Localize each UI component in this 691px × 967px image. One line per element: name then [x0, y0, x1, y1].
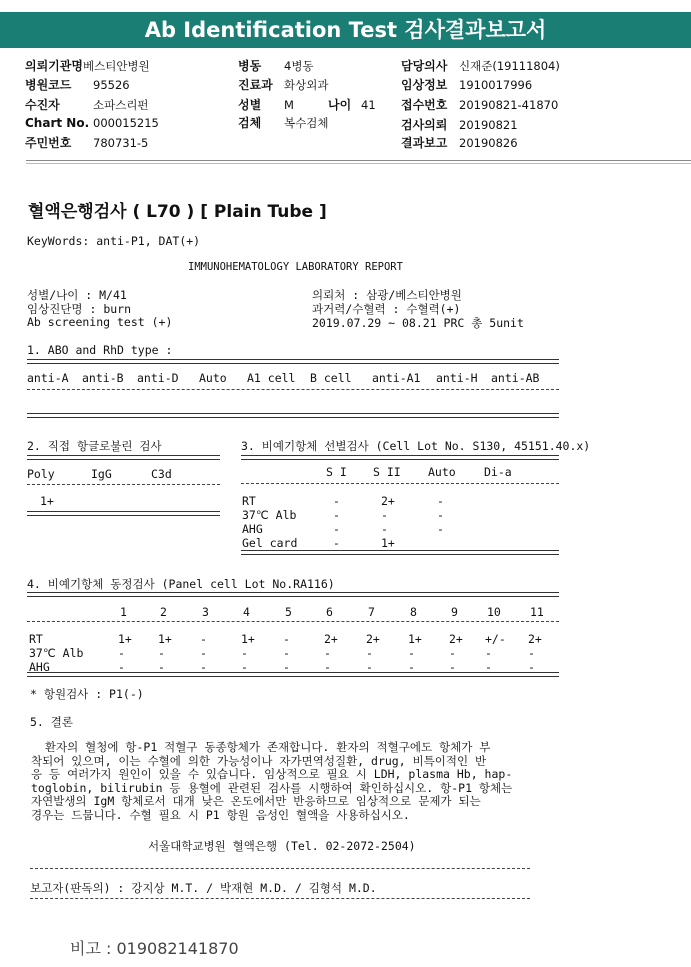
- screening-row-label: Gel card: [242, 536, 298, 550]
- keywords: KeyWords: anti-P1, DAT(+): [27, 234, 201, 248]
- transfusion-history: 과거력/수혈력 : 수혈력(+): [312, 302, 461, 316]
- header-doctor: 담당의사 신재준(19111804): [401, 59, 560, 73]
- screening-result: Ab screening test (+): [27, 315, 173, 329]
- double-rule: [27, 359, 559, 364]
- panel-cell: -: [118, 660, 125, 674]
- panel-header-cell: 1: [120, 605, 127, 619]
- single-rule: [27, 389, 559, 390]
- clinical-diagnosis: 임상진단명 : burn: [27, 302, 132, 316]
- panel-cell: 2+: [528, 632, 542, 646]
- panel-cell: -: [283, 646, 290, 660]
- referring-institution: 의뢰처 : 삼광/베스티안병원: [312, 288, 462, 302]
- header-department: 진료과 화상외과: [238, 78, 329, 92]
- abo-header-cell: B cell: [310, 371, 352, 385]
- transfusion-period: 2019.07.29 ~ 08.21 PRC 총 5unit: [312, 316, 524, 330]
- report-title: 혈액은행검사 ( L70 ) [ Plain Tube ]: [28, 202, 327, 222]
- antigen-test: * 항원검사 : P1(-): [30, 687, 144, 701]
- screening-row-label: RT: [242, 494, 256, 508]
- single-rule: [27, 621, 559, 622]
- screening-cell: -: [437, 522, 444, 536]
- panel-cell: 1+: [408, 632, 422, 646]
- double-rule: [27, 455, 220, 460]
- abo-header-cell: anti-AB: [491, 371, 540, 385]
- panel-cell: -: [449, 646, 456, 660]
- patient-sex-age: 성별/나이 : M/41: [27, 288, 127, 302]
- panel-cell: +/-: [485, 632, 506, 646]
- conclusion-text: 환자의 혈청에 항-P1 적혈구 동종항체가 존재합니다. 환자의 적혈구에도 항체가 부 착되어 있으며, 이는 수혈에 의한 가능성이나 자가면역성질환, drug, 비특이적인 반 응 등 여러가지 원인이 있을 수 있습니다. 임상적으로 필요 시 LDH, plasma Hb, hap- toglobin, bilirubin 등 용혈에 관련된 검사를 시행하여 확인하십시오. 항-P1 항체는 자연발생의 IgM 항체로서 대개 낮은 온도에서만 반응하므로 임상적으로 문제가 되는 경우는 드뭅니다. 수혈 필요 시 P1 항원 음성인 혈액을 사용하십시오.: [31, 740, 513, 822]
- header-patient: 수진자 소파스리펀: [25, 98, 149, 112]
- abo-header-cell: anti-A1: [372, 371, 421, 385]
- panel-header-cell: 7: [368, 605, 375, 619]
- panel-cell: -: [485, 660, 492, 674]
- abo-header-cell: anti-B: [82, 371, 124, 385]
- panel-cell: 2+: [324, 632, 338, 646]
- screening-header-auto: Auto: [428, 465, 456, 479]
- screening-cell: -: [333, 508, 340, 522]
- panel-cell: -: [366, 646, 373, 660]
- single-rule: [30, 898, 530, 899]
- single-rule: [30, 868, 530, 869]
- panel-cell: -: [241, 646, 248, 660]
- panel-cell: -: [283, 632, 290, 646]
- double-rule: [27, 511, 220, 516]
- double-rule: [241, 455, 559, 460]
- header-id-number: 주민번호 780731-5: [25, 136, 149, 150]
- panel-header-cell: 10: [487, 605, 501, 619]
- screening-cell: 1+: [381, 536, 395, 550]
- panel-cell: -: [408, 660, 415, 674]
- screening-cell: -: [437, 508, 444, 522]
- header-divider: [26, 160, 691, 161]
- panel-cell: -: [528, 646, 535, 660]
- header-report-date: 결과보고 20190826: [401, 136, 518, 150]
- panel-cell: -: [366, 660, 373, 674]
- screening-row-label: AHG: [242, 522, 263, 536]
- panel-row-label: AHG: [29, 660, 50, 674]
- report-subtitle: IMMUNOHEMATOLOGY LABORATORY REPORT: [188, 261, 403, 273]
- dat-value-poly: 1+: [40, 494, 54, 508]
- abo-header-cell: anti-A: [27, 371, 69, 385]
- panel-cell: -: [158, 660, 165, 674]
- panel-cell: -: [158, 646, 165, 660]
- reporter: 보고자(판독의) : 강지상 M.T. / 박재현 M.D. / 김형석 M.D.: [30, 881, 377, 895]
- panel-header-cell: 11: [530, 605, 544, 619]
- panel-cell: -: [408, 646, 415, 660]
- panel-cell: 1+: [158, 632, 172, 646]
- panel-header-cell: 3: [202, 605, 209, 619]
- screening-cell: -: [437, 494, 444, 508]
- dat-header-c3d: C3d: [151, 467, 172, 481]
- remark: 비고 : 019082141870: [70, 939, 239, 958]
- blood-bank-contact: 서울대학교병원 혈액은행 (Tel. 02-2072-2504): [148, 839, 416, 853]
- screening-cell: -: [333, 536, 340, 550]
- panel-cell: -: [118, 646, 125, 660]
- panel-cell: -: [528, 660, 535, 674]
- panel-cell: -: [283, 660, 290, 674]
- abo-header-cell: anti-H: [436, 371, 478, 385]
- double-rule: [27, 672, 559, 677]
- panel-cell: 2+: [449, 632, 463, 646]
- screening-header-s1: S I: [326, 465, 347, 479]
- panel-cell: -: [324, 660, 331, 674]
- panel-header-cell: 2: [160, 605, 167, 619]
- report-banner: Ab Identification Test 검사결과보고서: [0, 12, 691, 48]
- panel-cell: -: [200, 646, 207, 660]
- conclusion-title: 5. 결론: [30, 715, 73, 729]
- header-divider-shadow: [26, 163, 691, 164]
- panel-header-cell: 5: [285, 605, 292, 619]
- double-rule: [27, 592, 559, 597]
- header-hospital: 의뢰기관명베스티안병원: [25, 59, 150, 73]
- screening-cell: -: [333, 522, 340, 536]
- panel-cell: 2+: [366, 632, 380, 646]
- dat-header-igg: IgG: [91, 467, 112, 481]
- dat-header-poly: Poly: [27, 467, 55, 481]
- header-age: 나이 41: [328, 98, 376, 112]
- dat-section-title: 2. 직접 항글로불린 검사: [27, 439, 162, 453]
- abo-header-cell: anti-D: [137, 371, 179, 385]
- panel-row-label: RT: [29, 632, 43, 646]
- single-rule: [241, 483, 559, 484]
- header-hospital-code: 병원코드 95526: [25, 78, 130, 92]
- screening-section-title: 3. 비예기항체 선별검사 (Cell Lot No. S130, 45151.40.x): [241, 439, 591, 453]
- screening-cell: -: [381, 522, 388, 536]
- panel-cell: 1+: [118, 632, 132, 646]
- single-rule: [27, 484, 220, 485]
- header-receipt-no: 접수번호 20190821-41870: [401, 98, 559, 112]
- panel-section-title: 4. 비예기항체 동정검사 (Panel cell Lot No.RA116): [27, 577, 335, 591]
- screening-cell: -: [333, 494, 340, 508]
- panel-cell: -: [449, 660, 456, 674]
- panel-cell: -: [324, 646, 331, 660]
- double-rule: [241, 550, 559, 555]
- abo-header-cell: A1 cell: [247, 371, 296, 385]
- header-clinical-info: 임상정보 1910017996: [401, 78, 533, 92]
- panel-cell: -: [485, 646, 492, 660]
- abo-header-cell: Auto: [199, 371, 227, 385]
- header-specimen: 검체 복수검체: [238, 116, 329, 130]
- panel-header-cell: 9: [451, 605, 458, 619]
- header-ward: 병동 4병동: [238, 59, 314, 73]
- screening-cell: -: [381, 508, 388, 522]
- screening-row-label: 37℃ Alb: [242, 508, 297, 522]
- panel-header-cell: 4: [243, 605, 250, 619]
- panel-cell: -: [200, 632, 207, 646]
- panel-header-cell: 6: [326, 605, 333, 619]
- header-chart-no: Chart No. 000015215: [25, 116, 159, 130]
- panel-cell: -: [241, 660, 248, 674]
- header-request-date: 검사의뢰 20190821: [401, 118, 518, 132]
- screening-header-dia: Di-a: [484, 465, 512, 479]
- panel-row-label: 37℃ Alb: [29, 646, 84, 660]
- panel-cell: -: [200, 660, 207, 674]
- screening-cell: 2+: [381, 494, 395, 508]
- double-rule: [27, 413, 559, 418]
- panel-header-cell: 8: [410, 605, 417, 619]
- abo-section-title: 1. ABO and RhD type :: [27, 343, 173, 357]
- screening-header-s2: S II: [373, 465, 401, 479]
- header-sex: 성별 M: [238, 98, 294, 112]
- panel-cell: 1+: [241, 632, 255, 646]
